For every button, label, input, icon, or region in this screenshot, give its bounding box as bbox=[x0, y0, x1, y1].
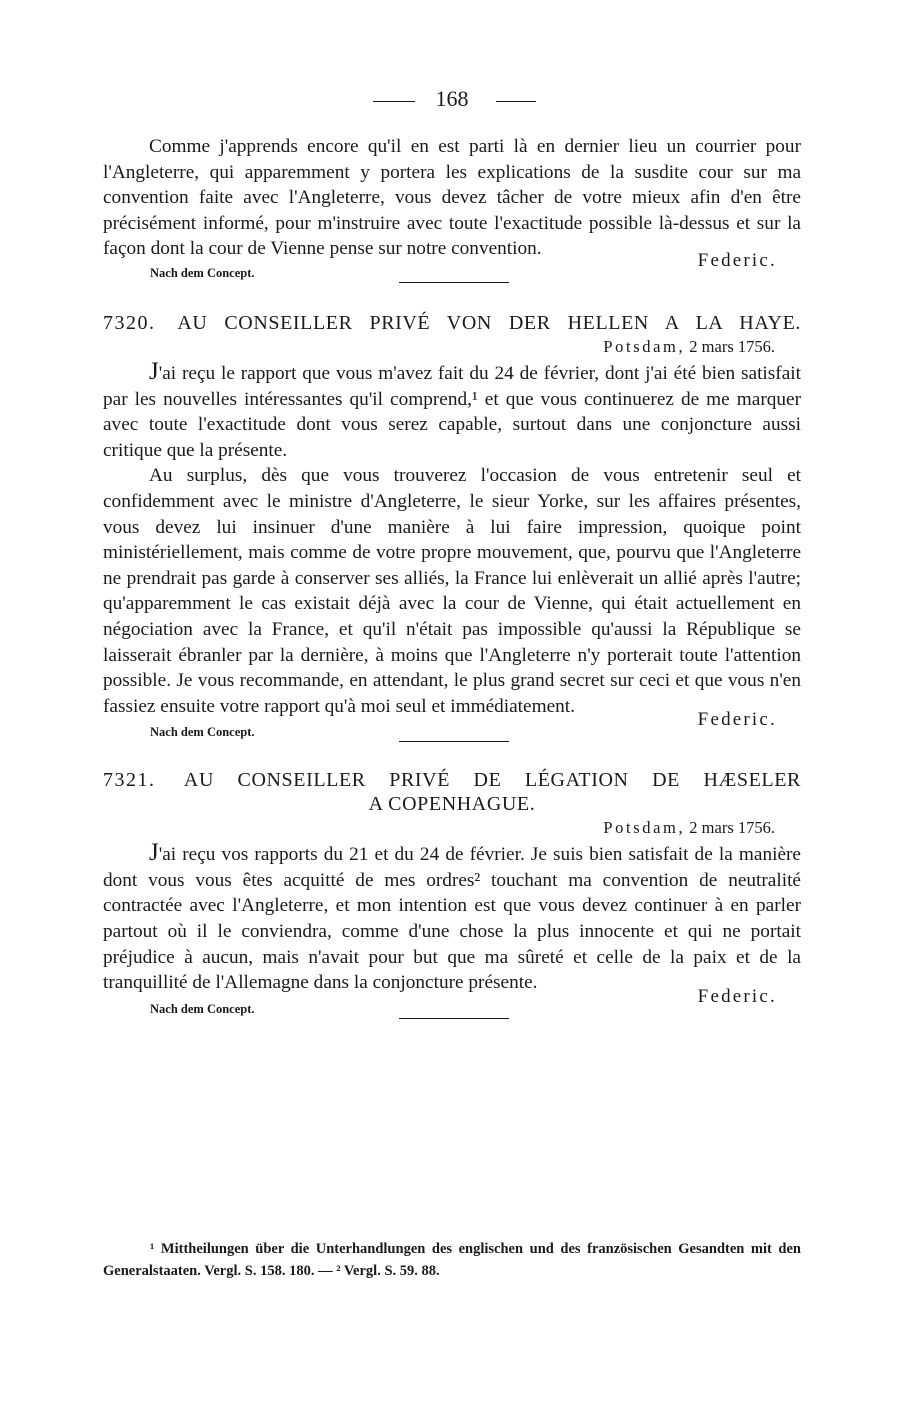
letter-title: AU CONSEILLER PRIVÉ VON DER HELLEN A LA HAYE. bbox=[177, 311, 801, 334]
letter-date: 2 mars 1756. bbox=[689, 336, 775, 356]
intro-signature: Federic. bbox=[697, 249, 777, 271]
drop-cap: J bbox=[149, 357, 159, 385]
separator-rule bbox=[399, 1018, 509, 1019]
letter-signature: Federic. bbox=[697, 709, 777, 731]
letter-dateline bbox=[103, 335, 801, 359]
header-dash-right bbox=[496, 101, 536, 102]
letter-heading bbox=[103, 768, 801, 792]
letter-place: Potsdam, bbox=[603, 336, 686, 356]
letter-source-note: Nach dem Concept. bbox=[150, 725, 255, 740]
letter-heading bbox=[103, 311, 801, 335]
paragraph-text: 'ai reçu vos rapports du 21 et du 24 de février. Je suis bien satisfait de la manière dont vous vous êtes acquitté de mes ordres² touchant ma convention de neutralité contractée avec l'Angleterre, et mon intention est que vous devez continuer à en parler partout où il le conviendra, comme d'une chose la plus innocente et qui ne portait préjudice à aucun, mais n'avait pour but que ma sûreté et celle de la paix et de la tranquillité de l'Allemagne dans la conjoncture présente. bbox=[103, 844, 801, 994]
letter-7321 bbox=[103, 768, 801, 1019]
letter-number: 7320. bbox=[103, 311, 156, 334]
letter-number: 7321. bbox=[103, 769, 156, 792]
letter-signature-row bbox=[103, 709, 801, 739]
footnotes: ¹ Mittheilungen über die Unterhandlungen des englischen und des französischen Gesandten mit den Generalstaaten. Vergl. S. 158. 180. — ² Vergl. S. 59. 88. bbox=[103, 1241, 801, 1279]
page-header bbox=[103, 80, 801, 124]
separator-rule bbox=[399, 282, 509, 283]
intro-signature-row bbox=[103, 250, 801, 280]
letter-title-line2: A COPENHAGUE. bbox=[368, 793, 536, 816]
letter-date: 2 mars 1756. bbox=[689, 818, 775, 838]
letter-source-note: Nach dem Concept. bbox=[150, 1001, 255, 1016]
intro-source-note: Nach dem Concept. bbox=[150, 265, 255, 280]
letter-paragraph bbox=[103, 359, 801, 463]
paragraph-text: 'ai reçu le rapport que vous m'avez fait du 24 de février, dont j'ai été bien satisfait par les nouvelles intéressantes qu'il comprend,¹ et que vous continuerez de me marquer avec toute l'exactitude dont vous serez capable, surtout dans une conjoncture aussi critique que la présente. bbox=[103, 362, 801, 461]
letter-7320 bbox=[103, 311, 801, 742]
page-number: 168 bbox=[435, 86, 469, 111]
letter-dateline bbox=[103, 816, 801, 840]
letter-signature: Federic. bbox=[697, 985, 777, 1007]
drop-cap: J bbox=[149, 839, 159, 867]
letter-title: AU CONSEILLER PRIVÉ DE LÉGATION DE HÆSELER bbox=[183, 769, 801, 792]
letter-paragraph bbox=[103, 840, 801, 996]
separator-rule bbox=[399, 741, 509, 742]
letter-signature-row bbox=[103, 986, 801, 1016]
letter-place: Potsdam, bbox=[603, 818, 686, 838]
letter-paragraph: Au surplus, dès que vous trouverez l'occasion de vous entretenir seul et confidemment avec le ministre d'Angleterre, le sieur Yorke, sur les affaires présentes, vous devez lui insinuer d'une manière à lui faire impression, quoique point ministériellement, mais comme de votre propre mouvement, que, pourvu que l'Angleterre ne prendrait pas garde à conserver ses alliés, la France lui enlèverait un allié après l'autre; qu'apparemment le cas existait déjà avec la cour de Vienne, qui était actuellement en négociation avec la France, et qu'il n'était pas impossible qu'aussi la République se laisserait ébranler par la dernière, à moins que l'Angleterre n'y porterait toute l'attention possible. Je vous recommande, en attendant, le plus grand secret sur ceci et que vous n'en fassiez ensuite votre rapport qu'à moi seul et immédiatement. bbox=[103, 465, 801, 717]
intro-paragraph: Comme j'apprends encore qu'il en est parti là en dernier lieu un courrier pour l'Angleterre, qui apparemment y portera les explications de la susdite cour sur ma convention faite avec l'Angleterre, vous devez tâcher de votre mieux afin d'en être précisément informé, pour m'instruire avec toute l'exactitude possible là-dessus et sur la façon dont la cour de Vienne pense sur notre convention. bbox=[103, 136, 801, 260]
page-content bbox=[103, 134, 801, 1019]
